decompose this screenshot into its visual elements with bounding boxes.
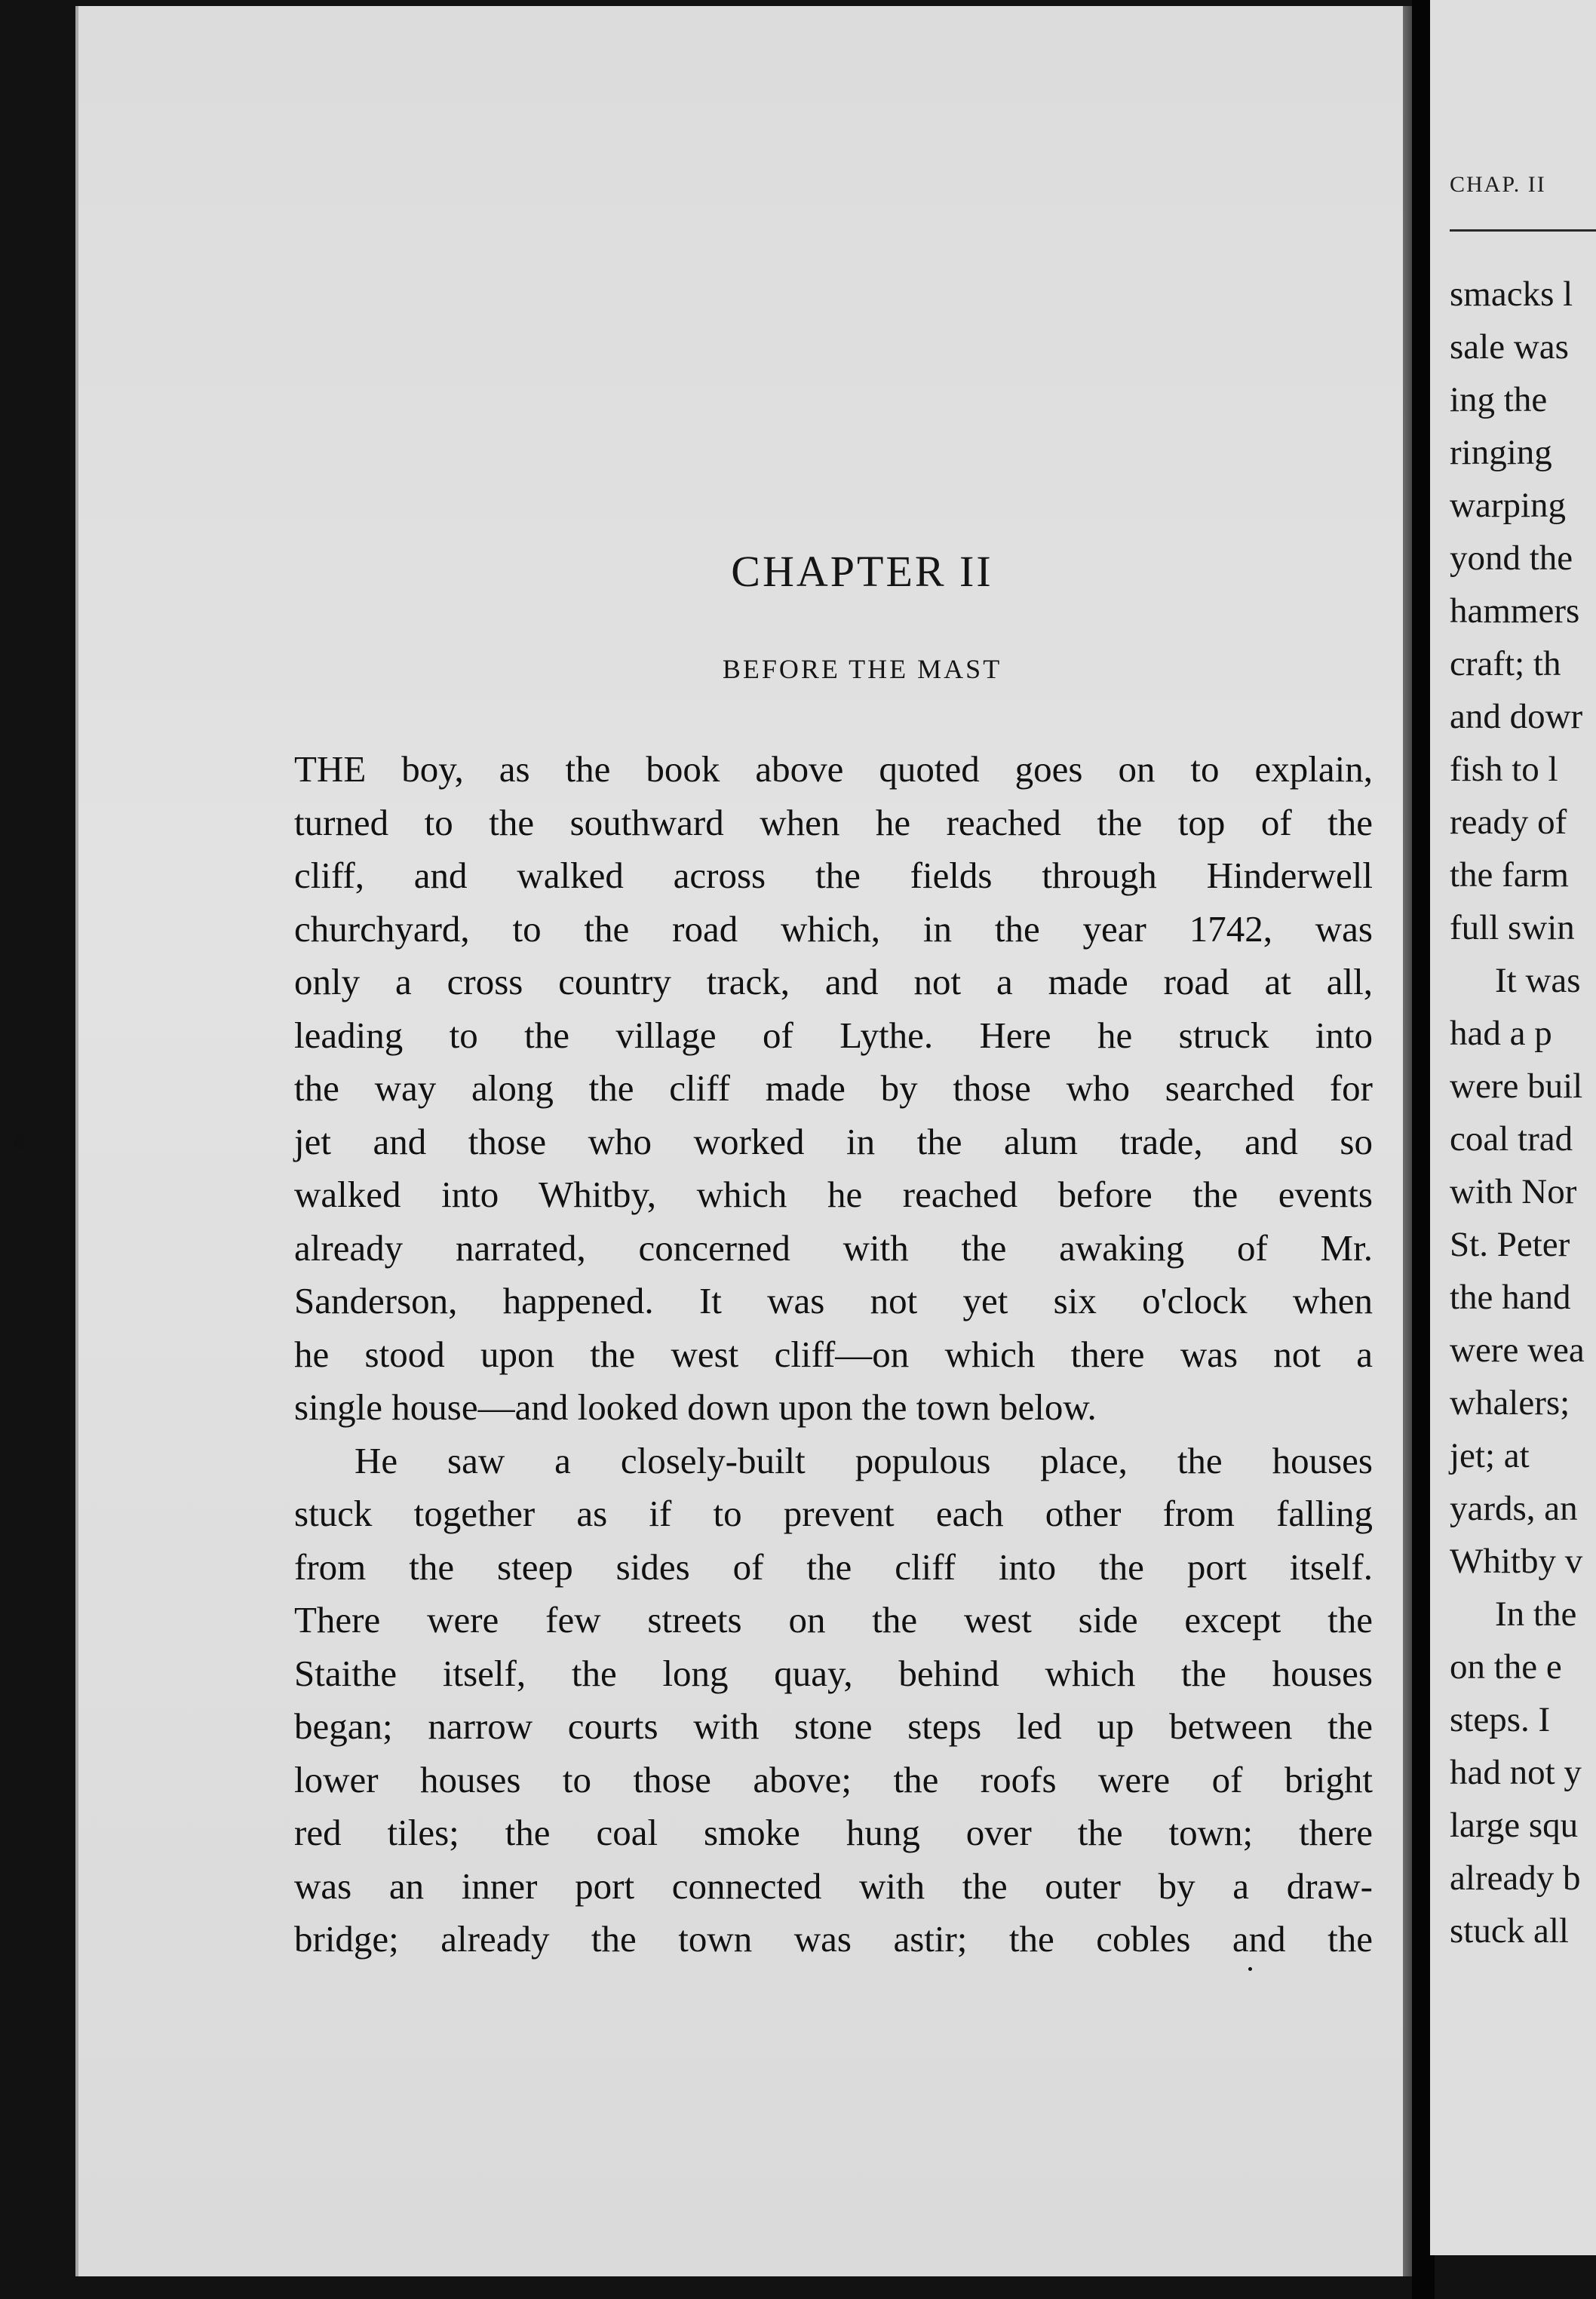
right-line: were buil [1450,1067,1583,1106]
right-line: and dowr [1450,697,1583,736]
right-line: Whitby v [1450,1542,1583,1581]
text-line: He saw a closely-built populous place, the houses [354,1439,1373,1481]
text-line: churchyard, to the road which, in the year 1742, was [294,907,1373,950]
right-line: were wea [1450,1331,1585,1370]
text-line: lower houses to those above; the roofs were of bright [294,1758,1373,1800]
right-line: on the e [1450,1647,1562,1687]
right-line: hammers [1450,591,1580,631]
right-line: the hand [1450,1278,1571,1317]
right-line: sale was [1450,327,1569,367]
text-line: stuck together as if to prevent each other from falling [294,1493,1373,1534]
text-line: began; narrow courts with stone steps led up between the [294,1705,1373,1747]
text-line: bridge; already the town was astir; the cobles and the [294,1918,1373,1960]
text-line: the way along the cliff made by those who searched for [294,1067,1373,1109]
text-line: cliff, and walked across the fields through Hinderwell [294,855,1373,896]
right-line: In the [1495,1595,1577,1634]
right-line: It was [1495,961,1581,1000]
text-line: turned to the southward when he reached the top of the [294,801,1373,843]
right-line: St. Peter [1450,1225,1570,1264]
right-line: yond the [1450,539,1573,578]
chapter-body [294,743,1373,1966]
text-line: Sanderson, happened. It was not yet six o'clock when [294,1280,1373,1321]
scan-artifact-speck [14,1135,24,1149]
right-line: ringing [1450,433,1552,472]
right-line: ready of [1450,803,1567,842]
text-line: was an inner port connected with the outer by a draw- [294,1865,1373,1907]
text-line: red tiles; the coal smoke hung over the town; there [294,1812,1373,1853]
text-line: Staithe itself, the long quay, behind which the houses [294,1652,1373,1694]
text-line: leading to the village of Lythe. Here he struck into [294,1014,1373,1056]
text-line: walked into Whitby, which he reached before the events [294,1174,1373,1215]
right-page [1430,0,1596,2255]
right-line: large squ [1450,1806,1579,1845]
chapter-title: CHAPTER II [731,547,993,596]
text-line: single house—and looked down upon the town below. [294,1386,1097,1428]
text-line: THE boy, as the book above quoted goes on to explain, [294,748,1373,790]
right-line: full swin [1450,908,1575,947]
right-line: whalers; [1450,1383,1570,1423]
scan-artifact-speck [1248,1967,1252,1971]
right-line: with Nor [1450,1172,1577,1211]
right-line: smacks l [1450,275,1573,314]
right-page-text [1450,268,1585,1957]
chapter-subtitle: BEFORE THE MAST [722,654,1002,684]
text-line: jet and those who worked in the alum trade, and so [294,1120,1373,1162]
text-line: already narrated, concerned with the awaking of Mr. [294,1226,1373,1269]
right-line: stuck all [1450,1911,1569,1951]
right-line: the farm [1450,855,1569,895]
right-line: ing the [1450,380,1548,419]
text-line: he stood upon the west cliff—on which there was not a [294,1333,1373,1375]
right-line: steps. I [1450,1700,1551,1739]
text-line: There were few streets on the west side except the [294,1599,1373,1641]
text-line: from the steep sides of the cliff into the port itself. [294,1545,1373,1588]
right-line: fish to l [1450,750,1558,789]
right-line: yards, an [1450,1489,1578,1528]
right-line: had a p [1450,1014,1552,1053]
right-line: warping [1450,486,1567,525]
right-line: jet; at [1450,1436,1530,1475]
running-head-rule [1450,229,1596,232]
right-line: coal trad [1450,1119,1573,1159]
running-head: CHAP. II [1450,172,1546,197]
right-line: had not y [1450,1753,1582,1792]
right-line: craft; th [1450,644,1561,683]
right-line: already b [1450,1859,1581,1898]
text-line: only a cross country track, and not a made road at all, [294,961,1373,1002]
